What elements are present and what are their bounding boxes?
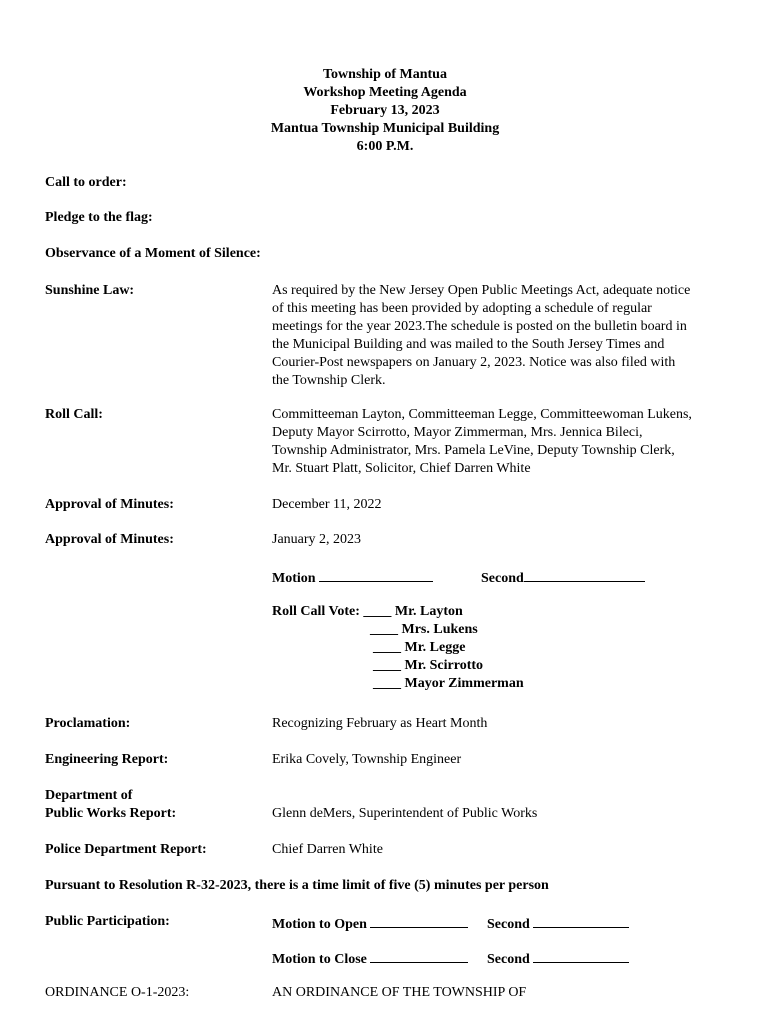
- sunshine-law-label: Sunshine Law:: [45, 283, 135, 298]
- vote-blank[interactable]: ____: [370, 622, 398, 637]
- motion-to-close-blank[interactable]: [370, 948, 468, 963]
- roll-call-line: Committeeman Layton, Committeeman Legge, Committeewoman Lukens,: [272, 407, 692, 422]
- ordinance-label: ORDINANCE O-1-2023:: [45, 985, 190, 1000]
- second-label: Second: [487, 917, 530, 932]
- police-report-label: Police Department Report:: [45, 842, 207, 857]
- roll-call-line: Deputy Mayor Scirrotto, Mayor Zimmerman, Mrs. Jennica Bileci,: [272, 425, 643, 440]
- vote-blank[interactable]: ____: [373, 640, 401, 655]
- motion-to-open-line: [272, 913, 468, 934]
- engineering-report-label: Engineering Report:: [45, 752, 169, 767]
- second-label: Second: [487, 952, 530, 967]
- public-works-label-line: Public Works Report:: [45, 806, 177, 821]
- sunshine-line: the Township Clerk.: [272, 373, 386, 388]
- motion-label: Motion: [272, 571, 316, 586]
- second-line: [481, 567, 645, 588]
- public-works-value: Glenn deMers, Superintendent of Public Works: [272, 806, 538, 821]
- vote-name: Mr. Legge: [404, 640, 466, 655]
- header-date: February 13, 2023: [330, 103, 440, 118]
- pledge-label: Pledge to the flag:: [45, 210, 153, 225]
- roll-call-vote-row: [272, 603, 463, 621]
- public-participation-label: Public Participation:: [45, 914, 170, 929]
- motion-to-close-label: Motion to Close: [272, 952, 367, 967]
- close-second-line: [487, 948, 629, 969]
- sunshine-line: of this meeting has been provided by adopting a schedule of regular: [272, 301, 652, 316]
- proclamation-value: Recognizing February as Heart Month: [272, 716, 488, 731]
- call-to-order-label: Call to order:: [45, 175, 127, 190]
- roll-call-line: Mr. Stuart Platt, Solicitor, Chief Darren White: [272, 461, 531, 476]
- minutes-date-value: December 11, 2022: [272, 497, 382, 512]
- vote-blank[interactable]: ____: [373, 676, 401, 691]
- sunshine-line: the Municipal Building and was mailed to the South Jersey Times and: [272, 337, 665, 352]
- roll-call-vote-row: [370, 621, 478, 639]
- vote-blank[interactable]: ____: [363, 604, 392, 619]
- vote-name: Mr. Scirrotto: [404, 658, 484, 673]
- roll-call-vote-row: [373, 657, 483, 675]
- sunshine-line: Courier-Post newspapers on January 2, 2023. Notice was also filed with: [272, 355, 676, 370]
- roll-call-vote-label: Roll Call Vote:: [272, 604, 360, 619]
- motion-blank[interactable]: [319, 567, 433, 582]
- header-agenda-title: Workshop Meeting Agenda: [303, 85, 467, 100]
- agenda-header: [0, 66, 770, 156]
- approval-of-minutes-label: Approval of Minutes:: [45, 497, 174, 512]
- police-report-value: Chief Darren White: [272, 842, 383, 857]
- resolution-time-limit-note: Pursuant to Resolution R-32-2023, there is a time limit of five (5) minutes per person: [45, 878, 549, 893]
- motion-to-close-line: [272, 948, 468, 969]
- roll-call-vote-row: [373, 639, 465, 657]
- engineering-report-value: Erika Covely, Township Engineer: [272, 752, 462, 767]
- sunshine-line: meetings for the year 2023.The schedule is posted on the bulletin board in: [272, 319, 687, 334]
- minutes-date-value: January 2, 2023: [272, 532, 362, 547]
- vote-name: Mayor Zimmerman: [404, 676, 524, 691]
- second-blank[interactable]: [524, 567, 645, 582]
- roll-call-label: Roll Call:: [45, 407, 103, 422]
- motion-to-open-blank[interactable]: [370, 913, 468, 928]
- header-time: 6:00 P.M.: [356, 139, 414, 154]
- public-works-label: [45, 787, 176, 823]
- motion-line: [272, 567, 433, 588]
- vote-name: Mr. Layton: [394, 604, 463, 619]
- public-works-label-line: Department of: [45, 788, 133, 803]
- proclamation-label: Proclamation:: [45, 716, 131, 731]
- roll-call-line: Township Administrator, Mrs. Pamela LeVine, Deputy Township Clerk,: [272, 443, 675, 458]
- vote-blank[interactable]: ____: [373, 658, 401, 673]
- header-location: Mantua Township Municipal Building: [270, 121, 500, 136]
- motion-to-open-label: Motion to Open: [272, 917, 367, 932]
- second-label: Second: [481, 571, 524, 586]
- header-township: Township of Mantua: [323, 67, 447, 82]
- sunshine-law-text: [272, 282, 742, 390]
- open-second-blank[interactable]: [533, 913, 629, 928]
- moment-of-silence-label: Observance of a Moment of Silence:: [45, 246, 261, 261]
- approval-of-minutes-label: Approval of Minutes:: [45, 532, 174, 547]
- open-second-line: [487, 913, 629, 934]
- vote-name: Mrs. Lukens: [401, 622, 478, 637]
- roll-call-text: [272, 406, 742, 478]
- roll-call-vote-row: [373, 675, 524, 693]
- close-second-blank[interactable]: [533, 948, 629, 963]
- ordinance-title: AN ORDINANCE OF THE TOWNSHIP OF: [272, 985, 527, 1000]
- sunshine-line: As required by the New Jersey Open Public Meetings Act, adequate notice: [272, 283, 691, 298]
